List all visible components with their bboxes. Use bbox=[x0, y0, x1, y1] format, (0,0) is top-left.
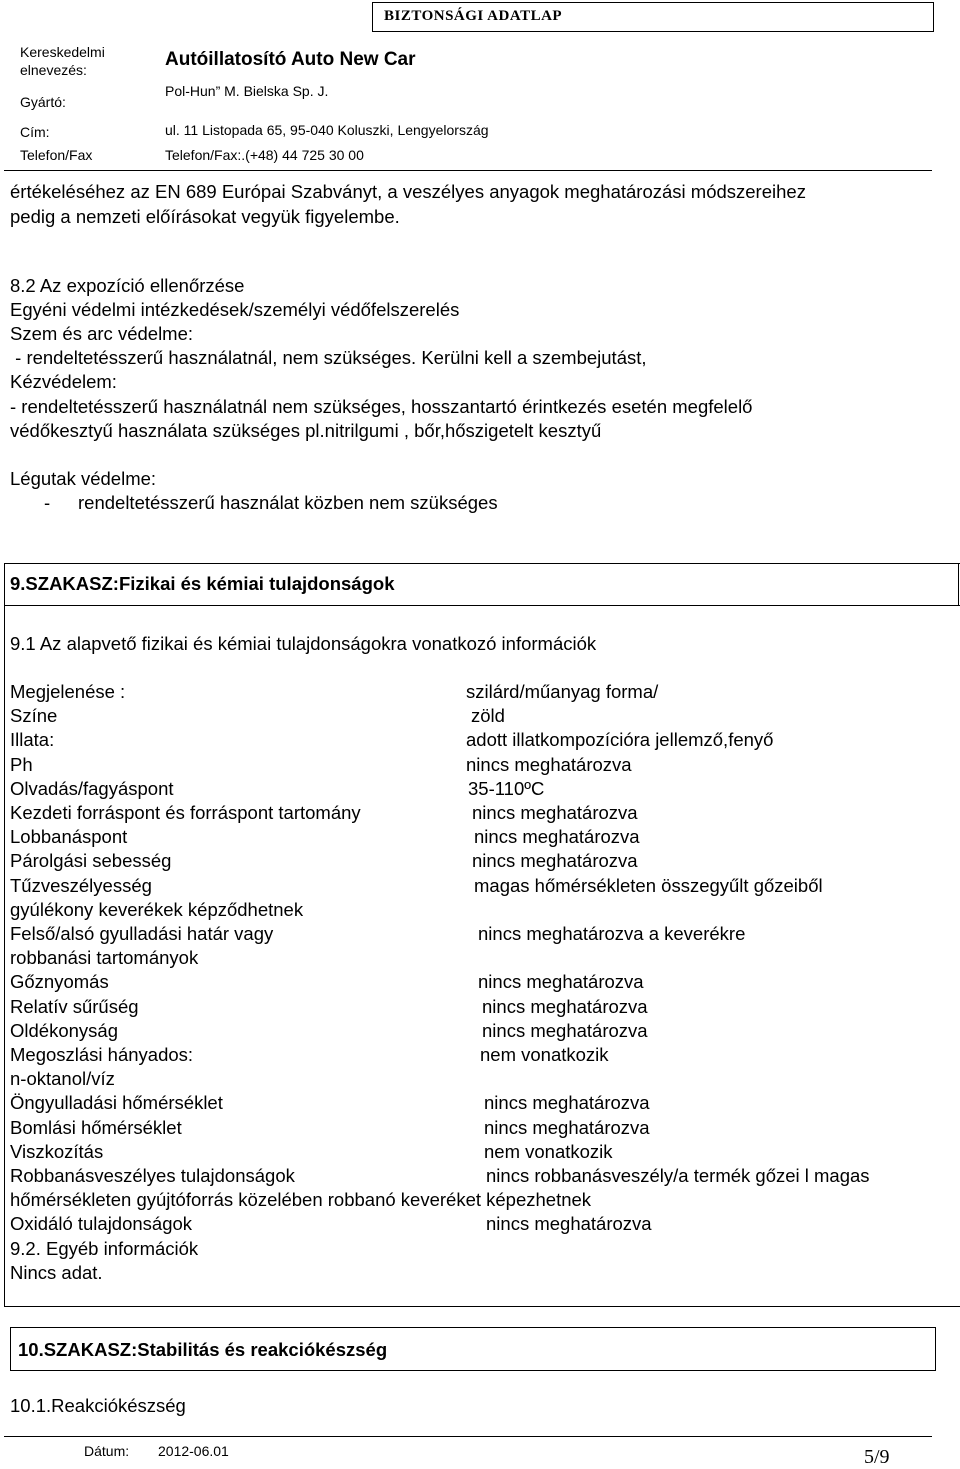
property-label: Kezdeti forráspont és forráspont tartomány bbox=[10, 802, 361, 823]
property-value: nincs meghatározva bbox=[482, 996, 648, 1017]
property-label: Öngyulladási hőmérséklet bbox=[10, 1092, 223, 1113]
property-label: n-oktanol/víz bbox=[10, 1068, 115, 1089]
property-value: nincs meghatározva bbox=[482, 1020, 648, 1041]
property-label: Színe bbox=[10, 705, 58, 726]
address-label: Cím: bbox=[20, 124, 50, 140]
property-label: Ph bbox=[10, 754, 33, 775]
property-label: Bomlási hőmérséklet bbox=[10, 1117, 182, 1138]
sec9-title: 9.SZAKASZ:Fizikai és kémiai tulajdonságok bbox=[10, 573, 395, 594]
property-label: Párolgási sebesség bbox=[10, 850, 172, 871]
property-label: robbanási tartományok bbox=[10, 947, 199, 968]
property-value: szilárd/műanyag forma/ bbox=[466, 681, 659, 702]
footer-date: 2012-06.01 bbox=[158, 1443, 229, 1459]
property-label: Relatív sűrűség bbox=[10, 996, 139, 1017]
sec82-line-9: rendeltetésszerű használat közben nem szükséges bbox=[78, 492, 498, 513]
sec10-subtitle: 10.1.Reakciókészség bbox=[10, 1395, 186, 1416]
sec82-line-6: - rendeltetésszerű használatnál nem szükséges, hosszantartó érintkezés esetén megfelelő bbox=[10, 396, 753, 417]
property-value: nem vonatkozik bbox=[480, 1044, 609, 1065]
property-label: Oldékonyság bbox=[10, 1020, 118, 1041]
footer-page-number: 5/9 bbox=[864, 1446, 890, 1468]
property-value: nincs meghatározva bbox=[474, 826, 640, 847]
sec9-right-border bbox=[958, 563, 959, 605]
trade-name: Autóillatosító Auto New Car bbox=[165, 49, 416, 70]
property-label: Robbanásveszélyes tulajdonságok bbox=[10, 1165, 295, 1186]
trade-name-label-1: Kereskedelmi bbox=[20, 44, 105, 60]
property-label: 9.2. Egyéb információk bbox=[10, 1238, 199, 1259]
property-label: Tűzveszélyesség bbox=[10, 875, 152, 896]
sec9-top-border bbox=[4, 563, 960, 564]
property-label: Olvadás/fagyáspont bbox=[10, 778, 174, 799]
doc-type-title: BIZTONSÁGI ADATLAP bbox=[384, 8, 563, 24]
property-label: Illata: bbox=[10, 729, 55, 750]
property-label: Gőznyomás bbox=[10, 971, 109, 992]
sec82-line-2: Egyéni védelmi intézkedések/személyi védőfelszerelés bbox=[10, 299, 460, 320]
phone-label: Telefon/Fax bbox=[20, 147, 93, 163]
property-value: 35-110ºC bbox=[468, 778, 545, 799]
manufacturer-label: Gyártó: bbox=[20, 94, 66, 110]
sec10-title: 10.SZAKASZ:Stabilitás és reakciókészség bbox=[18, 1339, 388, 1360]
intro-line-1: értékeléséhez az EN 689 Európai Szabványt, a veszélyes anyagok meghatározási módszereihez bbox=[10, 181, 806, 202]
sec82-line-7: védőkesztyű használata szükséges pl.nitrilgumi , bőr,hőszigetelt kesztyű bbox=[10, 420, 602, 441]
property-value: zöld bbox=[471, 705, 505, 726]
header-divider bbox=[4, 170, 932, 171]
phone: Telefon/Fax:.(+48) 44 725 30 00 bbox=[165, 147, 364, 163]
property-label: Lobbanáspont bbox=[10, 826, 128, 847]
sec82-line-3: Szem és arc védelme: bbox=[10, 323, 194, 344]
footer-date-label: Dátum: bbox=[84, 1443, 130, 1459]
property-value: nem vonatkozik bbox=[484, 1141, 613, 1162]
sec82-dash: - bbox=[44, 492, 51, 513]
property-label: gyúlékony keverékek képződhetnek bbox=[10, 899, 304, 920]
footer-divider bbox=[4, 1436, 932, 1437]
property-value: nincs meghatározva bbox=[484, 1092, 650, 1113]
trade-name-label-2: elnevezés: bbox=[20, 62, 87, 78]
sec9-left-border bbox=[4, 563, 5, 1307]
property-value: nincs meghatározva bbox=[472, 802, 638, 823]
property-value: nincs meghatározva bbox=[486, 1213, 652, 1234]
property-value: nincs meghatározva bbox=[472, 850, 638, 871]
sec82-line-5: Kézvédelem: bbox=[10, 371, 117, 392]
sec82-line-8: Légutak védelme: bbox=[10, 468, 157, 489]
sec9-subtitle: 9.1 Az alapvető fizikai és kémiai tulajdonságokra vonatkozó információk bbox=[10, 633, 597, 654]
sec9-title-bottom-border bbox=[4, 605, 960, 606]
property-label: Nincs adat. bbox=[10, 1262, 103, 1283]
property-value: nincs robbanásveszély/a termék gőzei l magas bbox=[486, 1165, 870, 1186]
address: ul. 11 Listopada 65, 95-040 Koluszki, Lengyelország bbox=[165, 122, 489, 138]
property-value: nincs meghatározva bbox=[478, 971, 644, 992]
property-value: nincs meghatározva a keverékre bbox=[478, 923, 746, 944]
property-label: hőmérsékleten gyújtóforrás közelében robbanó keveréket képezhetnek bbox=[10, 1189, 592, 1210]
property-value: nincs meghatározva bbox=[484, 1117, 650, 1138]
property-label: Oxidáló tulajdonságok bbox=[10, 1213, 193, 1234]
intro-line-2: pedig a nemzeti előírásokat vegyük figyelembe. bbox=[10, 206, 400, 227]
sec82-line-4: - rendeltetésszerű használatnál, nem szükséges. Kerülni kell a szembejutást, bbox=[10, 347, 647, 368]
sec9-bottom-border bbox=[4, 1306, 960, 1307]
property-label: Felső/alsó gyulladási határ vagy bbox=[10, 923, 274, 944]
sec82-title: 8.2 Az expozíció ellenőrzése bbox=[10, 275, 245, 296]
property-value: adott illatkompozícióra jellemző,fenyő bbox=[466, 729, 774, 750]
property-label: Viszkozítás bbox=[10, 1141, 104, 1162]
manufacturer: Pol-Hun” M. Bielska Sp. J. bbox=[165, 83, 329, 99]
property-value: magas hőmérsékleten összegyűlt gőzeiből bbox=[474, 875, 823, 896]
property-label: Megjelenése : bbox=[10, 681, 126, 702]
property-value: nincs meghatározva bbox=[466, 754, 632, 775]
property-label: Megoszlási hányados: bbox=[10, 1044, 194, 1065]
